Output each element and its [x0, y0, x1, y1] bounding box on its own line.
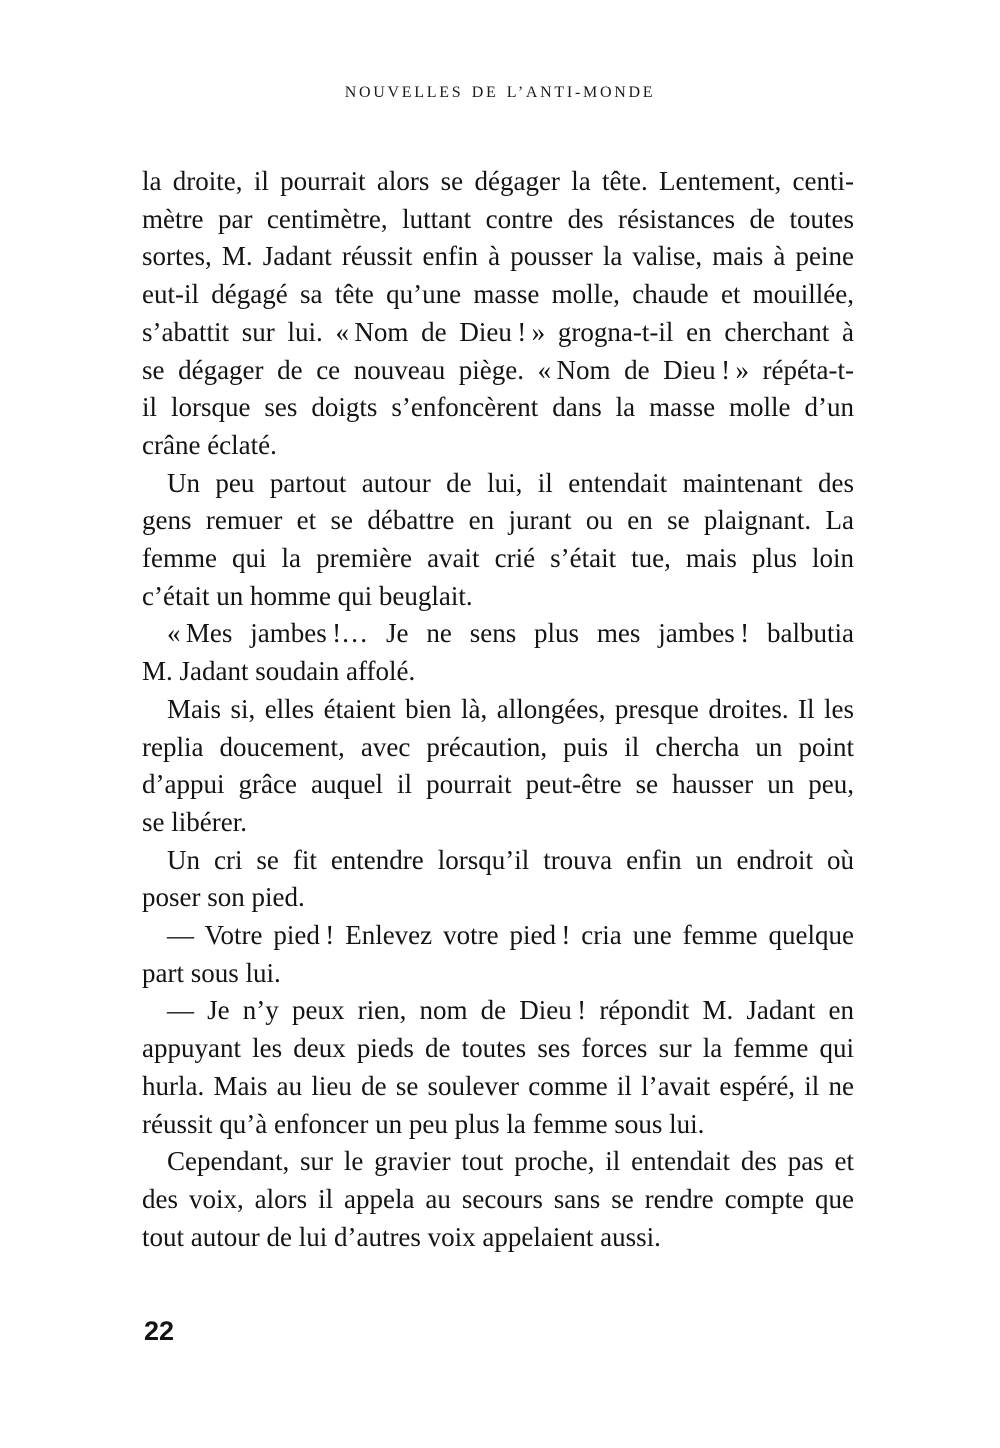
text-line: la droite, il pourrait alors se dégager la tête. Lentement, centi-	[142, 166, 854, 196]
text-line: sortes, M. Jadant réussit enfin à pousser la valise, mais à peine	[142, 241, 854, 272]
text-line: poser son pied.	[142, 882, 305, 913]
text-line: il lorsque ses doigts s’enfoncèrent dans la masse molle d’un	[142, 392, 854, 423]
paragraph	[142, 163, 854, 465]
text-line: crâne éclaté.	[142, 429, 277, 460]
text-line: tout autour de lui d’autres voix appelaient aussi.	[142, 1221, 661, 1252]
text-line: eut-il dégagé sa tête qu’une masse molle, chaude et mouillée,	[142, 279, 854, 310]
text-line: hurla. Mais au lieu de se soulever comme il l’avait espéré, il ne	[142, 1070, 854, 1101]
running-header: NOUVELLES DE L’ANTI-MONDE	[344, 84, 656, 101]
text-line: appuyant les deux pieds de toutes ses forces sur la femme qui	[142, 1033, 854, 1064]
text-line: mètre par centimètre, luttant contre des résistances de toutes	[142, 203, 854, 234]
paragraph	[142, 842, 854, 917]
text-line: Mais si, elles étaient bien là, allongées, presque droites. Il les	[167, 693, 854, 724]
text-line: se libérer.	[142, 806, 247, 837]
paragraph	[142, 465, 854, 616]
text-line: des voix, alors il appela au secours sans se rendre compte que	[142, 1183, 854, 1214]
text-line: Un cri se fit entendre lorsqu’il trouva enfin un endroit où	[167, 844, 854, 875]
paragraph	[142, 691, 854, 842]
text-line: se dégager de ce nouveau piège. « Nom de Dieu ! » répéta-t-	[142, 354, 854, 385]
text-line: Un peu partout autour de lui, il entendait maintenant des	[167, 467, 854, 498]
text-line: M. Jadant soudain affolé.	[142, 656, 416, 687]
paragraph	[142, 992, 854, 1143]
text-line: femme qui la première avait crié s’était tue, mais plus loin	[142, 543, 854, 574]
text-line: c’était un homme qui beuglait.	[142, 580, 473, 611]
text-line: — Votre pied ! Enlevez votre pied ! cria une femme quelque	[167, 920, 854, 951]
text-line: s’abattit sur lui. « Nom de Dieu ! » grogna-t-il en cherchant à	[142, 316, 854, 347]
paragraph	[142, 917, 854, 992]
text-line: replia doucement, avec précaution, puis il chercha un point	[142, 731, 854, 762]
text-line: Cependant, sur le gravier tout proche, il entendait des pas et	[167, 1146, 854, 1177]
body-text	[142, 163, 854, 1256]
text-line: gens remuer et se débattre en jurant ou en se plaignant. La	[142, 505, 854, 536]
text-line: part sous lui.	[142, 957, 281, 988]
paragraph	[142, 1143, 854, 1256]
text-line: d’appui grâce auquel il pourrait peut-être se hausser un peu,	[142, 769, 854, 800]
text-line: — Je n’y peux rien, nom de Dieu ! répondit M. Jadant en	[167, 995, 854, 1026]
page-number: 22	[144, 1316, 175, 1346]
text-line: réussit qu’à enfoncer un peu plus la femme sous lui.	[142, 1108, 705, 1139]
paragraph	[142, 615, 854, 690]
text-line: « Mes jambes !… Je ne sens plus mes jambes ! balbutia	[167, 618, 854, 649]
